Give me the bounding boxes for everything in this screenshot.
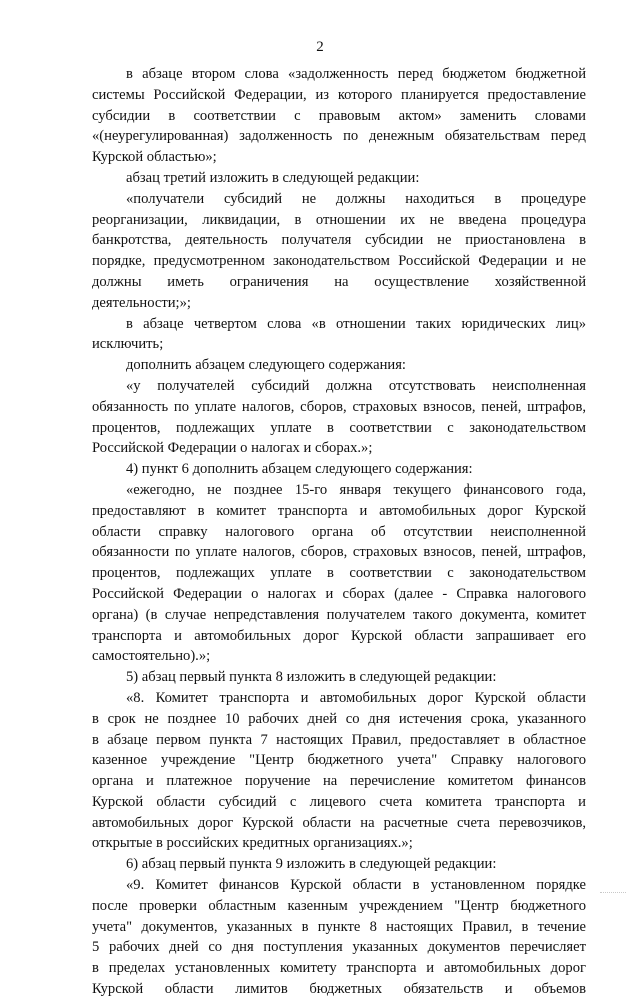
text-line: «(неурегулированная) задолженность по денежным обязательствам перед: [92, 128, 586, 145]
document-body: [92, 64, 586, 1000]
text-line: порядке, предусмотренном законодательством Российской Федерации и не: [92, 253, 586, 270]
text-line: в пределах установленных комитету транспорта и автомобильных дорог: [92, 960, 586, 977]
text-line: банкротства, деятельность получателя субсидии не приостановлена в: [92, 232, 586, 249]
text-line: «получатели субсидий не должны находиться в процедуре: [126, 190, 586, 207]
text-line: должны иметь ограничения на осуществление хозяйственной: [92, 273, 586, 290]
page-number: 2: [316, 39, 324, 55]
text-line: Курской области лимитов бюджетных обязательств и объемов: [92, 981, 586, 998]
text-line: 5 рабочих дней со дня поступления указанных документов перечисляет: [92, 939, 586, 956]
text-line: органа) (в случае непредставления получателем такого документа, комитет: [92, 606, 586, 623]
text-line: системы Российской Федерации, из которого планируется предоставление: [92, 86, 586, 103]
text-line: транспорта и автомобильных дорог Курской области запрашивает его: [92, 627, 586, 644]
text-line: Российской Федерации о налогах и сборах.»;: [92, 440, 373, 457]
text-line: субсидии в соответствии с правовым актом» заменить словами: [92, 107, 586, 124]
text-line: Российской Федерации о налогах и сборах (далее - Справка налогового: [92, 585, 586, 602]
text-line: деятельности;»;: [92, 294, 191, 311]
text-line: автомобильных дорог Курской области на расчетные счета перевозчиков,: [92, 814, 586, 831]
text-line: в абзаце втором слова «задолженность перед бюджетом бюджетной: [126, 66, 586, 82]
text-line: исключить;: [92, 336, 164, 353]
text-line: обязанность по уплате налогов, сборов, страховых взносов, пеней, штрафов,: [92, 398, 586, 415]
text-line: 4) пункт 6 дополнить абзацем следующего содержания:: [126, 461, 473, 478]
text-line: процентов, подлежащих уплате в соответствии с законодательством: [92, 565, 586, 582]
text-line: процентов, подлежащих уплате в соответствии с законодательством: [92, 419, 586, 436]
text-line: органа и платежное поручение на перечисление комитетом финансов: [92, 773, 586, 790]
text-line: Курской областью»;: [92, 149, 217, 166]
text-line: дополнить абзацем следующего содержания:: [126, 357, 406, 374]
text-line: реорганизации, ликвидации, в отношении их не введена процедура: [92, 211, 586, 228]
text-line: открытые в российских кредитных организациях.»;: [92, 835, 413, 852]
text-line: после проверки областным казенным учреждением "Центр бюджетного: [92, 897, 586, 914]
text-line: «ежегодно, не позднее 15-го января текущего финансового года,: [126, 481, 586, 498]
text-line: Курской области субсидий с лицевого счета комитета транспорта и: [92, 793, 586, 810]
text-line: казенное учреждение "Центр бюджетного учета" Справку налогового: [92, 752, 586, 769]
text-line: обязанности по уплате налогов, сборов, страховых взносов, пеней, штрафов,: [92, 544, 586, 561]
text-line: в абзаце четвертом слова «в отношении таких юридических лиц»: [126, 315, 586, 332]
text-line: предоставляют в комитет транспорта и автомобильных дорог Курской: [92, 502, 586, 519]
text-line: самостоятельно).»;: [92, 648, 211, 665]
text-line: «8. Комитет транспорта и автомобильных дорог Курской области: [126, 689, 586, 706]
text-line: области справку налогового органа об отсутствии неисполненной: [92, 523, 586, 540]
text-line: «у получателей субсидий должна отсутствовать неисполненная: [126, 377, 586, 394]
scan-artifact: [600, 892, 626, 899]
text-line: в срок не позднее 10 рабочих дней со дня истечения срока, указанного: [92, 710, 586, 727]
text-line: учета" документов, указанных в пункте 8 настоящих Правил, в течение: [92, 918, 586, 935]
text-line: абзац третий изложить в следующей редакции:: [126, 169, 420, 186]
text-line: 6) абзац первый пункта 9 изложить в следующей редакции:: [126, 856, 497, 873]
text-line: в абзаце первом пункта 7 настоящих Правил, предоставляет в областное: [92, 731, 586, 748]
text-line: «9. Комитет финансов Курской области в установленном порядке: [126, 877, 586, 894]
text-line: 5) абзац первый пункта 8 изложить в следующей редакции:: [126, 669, 497, 686]
